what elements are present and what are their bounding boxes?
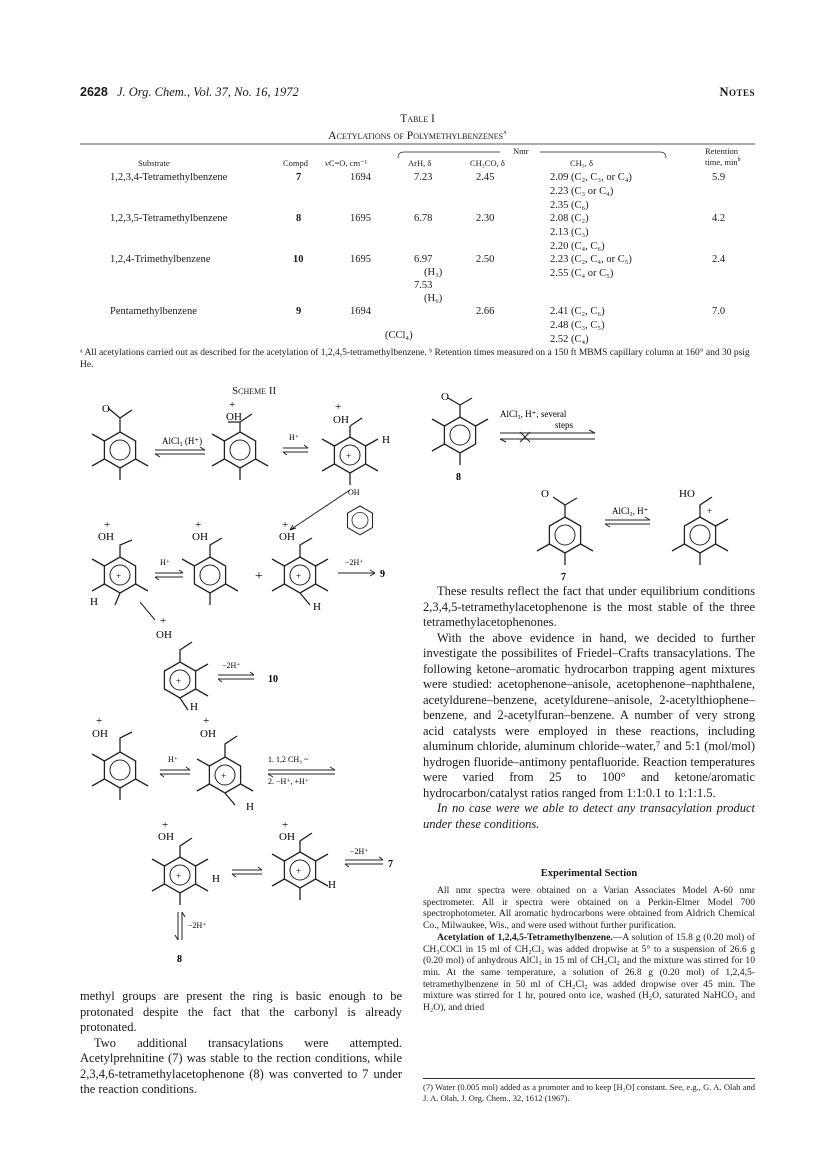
svg-text:AlCl₃, H⁺: AlCl₃, H⁺ bbox=[612, 506, 649, 516]
ch3-value: 2.23 (C₂, C₄, or C₅) bbox=[550, 254, 632, 265]
molecule-row2-b bbox=[182, 519, 238, 605]
header-nmr: Nmr bbox=[513, 146, 529, 156]
section-name: Notes bbox=[719, 85, 755, 99]
solvent-note: (CCl₄) bbox=[385, 330, 413, 341]
svg-text:OH: OH bbox=[279, 831, 295, 843]
arh-value: 7.23 bbox=[414, 172, 433, 183]
svg-text:H: H bbox=[246, 801, 254, 813]
header-ch3: CH₃, δ bbox=[570, 158, 594, 168]
svg-text:H: H bbox=[382, 434, 390, 446]
molecule-7 bbox=[537, 488, 593, 583]
svg-text:+: + bbox=[296, 866, 302, 876]
page-number: 2628 bbox=[80, 85, 108, 99]
molecule-8 bbox=[432, 391, 488, 483]
footnote-7: (7) Water (0.005 mol) added as a promoter and to keep [H₂O] constant. See, e.g., G. A. Olah and J. A. Olah, J. Org. Chem., 32, 1612 (1967). bbox=[423, 1078, 755, 1103]
svg-text:+: + bbox=[346, 451, 352, 461]
equilibrium-arrow bbox=[155, 447, 205, 457]
ch3-value: 2.41 (C₂, C₆) bbox=[550, 306, 605, 317]
molecule-row2-a bbox=[90, 519, 148, 608]
molecule-row2-c bbox=[272, 519, 328, 613]
svg-text:−2H⁺: −2H⁺ bbox=[188, 921, 207, 930]
svg-text:+: + bbox=[116, 571, 122, 581]
svg-text:+: + bbox=[176, 871, 182, 881]
molecule-row4-b bbox=[197, 715, 254, 813]
svg-text:+: + bbox=[221, 771, 227, 781]
header-compd: Compd bbox=[283, 158, 309, 168]
svg-text:OH: OH bbox=[192, 531, 208, 543]
ir-value: 1694 bbox=[350, 306, 371, 317]
arh-value: 7.53 bbox=[414, 280, 433, 291]
svg-text:steps: steps bbox=[555, 420, 573, 430]
ch3-value: 2.13 (C₃) bbox=[550, 227, 589, 238]
retention-value: 4.2 bbox=[712, 213, 726, 224]
arh-value: (H₃) bbox=[424, 267, 443, 278]
svg-text:OH: OH bbox=[92, 728, 108, 740]
ch3-value: 2.23 (C₃ or C₄) bbox=[550, 186, 614, 197]
svg-text:+: + bbox=[255, 569, 263, 584]
svg-text:8: 8 bbox=[456, 472, 461, 483]
molecule-row3 bbox=[156, 615, 208, 713]
header-retention-2: time, $\min^b$ bbox=[705, 157, 741, 167]
svg-text:10: 10 bbox=[268, 674, 278, 685]
header-arh: ArH, δ bbox=[408, 158, 432, 168]
left-column bbox=[80, 989, 402, 1098]
svg-text:+: + bbox=[160, 615, 167, 627]
svg-text:H: H bbox=[313, 601, 321, 613]
svg-text:1. 1,2 CH₃ ~: 1. 1,2 CH₃ ~ bbox=[268, 755, 309, 764]
paragraph: Acetylation of 1,2,4,5-Tetramethylbenzene.—A solution of 15.8 g (0.20 mol) of CH₃COCl in 15 ml of CH₂Cl₂ was added dropwise at 5° to a suspension of 26.6 g (0.20 mol) of anhydrous AlCl₃ in 15 ml of CH₂Cl₂ and the mixture was stirred for 10 min. At the same temperature, a solution of 26.8 g (0.20 mol) of 1,2,4,5-tetramethylbenzene in 50 ml of CH₂Cl₂ was added dropwise over 45 min. The mixture was stirred for 1 hr, poured onto ice, washed (H₂O, saturated NaHCO₃ and H₂O), and dried bbox=[423, 931, 755, 1014]
ch3co-value: 2.50 bbox=[476, 254, 495, 265]
header-ch3co: CH₃CO, δ bbox=[470, 158, 505, 168]
svg-text:9: 9 bbox=[380, 569, 385, 580]
table-footnote: ᵃ All acetylations carried out as described for the acetylation of 1,2,4,5-tetramethylbenzene. ᵇ Retention times measured on a 150 ft MBMS capillary column at 160° and 30 psig He. bbox=[80, 348, 750, 370]
compound-number: 8 bbox=[296, 213, 302, 224]
svg-text:+: + bbox=[104, 519, 111, 531]
svg-text:H⁺: H⁺ bbox=[160, 558, 170, 567]
svg-text:OH: OH bbox=[200, 728, 216, 740]
ch3-value: 2.55 (C₄ or C₅) bbox=[550, 268, 614, 279]
svg-text:O: O bbox=[541, 488, 549, 500]
arh-value: 6.97 bbox=[414, 254, 433, 265]
svg-text:HO: HO bbox=[679, 488, 695, 500]
experimental-text bbox=[423, 885, 755, 1014]
molecule-ketone bbox=[92, 403, 148, 480]
svg-text:+: + bbox=[296, 571, 302, 581]
svg-text:OH: OH bbox=[98, 531, 114, 543]
reagent-label: AlCl₃ (H⁺) bbox=[162, 436, 203, 446]
ch3-value: 2.20 (C₄, C₆) bbox=[550, 241, 605, 252]
table-label: Table I bbox=[400, 113, 435, 125]
ch3co-value: 2.45 bbox=[476, 172, 495, 183]
svg-text:8: 8 bbox=[177, 954, 182, 965]
svg-text:2. −H⁺, +H⁺: 2. −H⁺, +H⁺ bbox=[268, 777, 310, 786]
svg-text:+: + bbox=[229, 399, 236, 411]
compound-number: 10 bbox=[293, 254, 304, 265]
paragraph: With the above evidence in hand, we decided to further investigate the possibilites of Friedel–Crafts transacylations. The following ketone–aromatic hydrocarbon trapping agent mixtures were studied: acetophenone–anisole, acetophenone–naphthalene, acetyldurene–benzene, acetyldurene–anisole, 2-acetylthiophene–benzene, and 2-acetylfuran–benzene. A number of very strong acid catalysts were employed in these reactions, including aluminum chloride, aluminum chloride–water,⁷ and 5:1 (mol/mol) hydrogen fluoride–antimony pentafluoride. Reaction temperatures were varied from 25 to 100° and ketone/aromatic hydrocarbon/catalyst ratios ranged from 1:1:0.1 to 1:1:1.5. bbox=[423, 630, 755, 800]
svg-text:+: + bbox=[707, 506, 713, 516]
svg-text:+: + bbox=[203, 715, 210, 727]
svg-text:7: 7 bbox=[388, 859, 393, 870]
svg-text:O: O bbox=[102, 403, 110, 415]
paragraph: In no case were we able to detect any transacylation product under these conditions. bbox=[423, 801, 755, 831]
table-row: 1,2,4-Trimethylbenzene bbox=[110, 254, 211, 265]
molecule-7-protonated bbox=[672, 488, 728, 565]
right-column bbox=[423, 584, 755, 832]
compound-number: 9 bbox=[296, 306, 302, 317]
svg-text:OH: OH bbox=[158, 831, 174, 843]
svg-text:−2H⁺: −2H⁺ bbox=[350, 847, 369, 856]
table-row: 1,2,3,4-Tetramethylbenzene bbox=[110, 172, 228, 183]
retention-value: 7.0 bbox=[712, 306, 726, 317]
ch3-value: 2.52 (C₄) bbox=[550, 334, 589, 345]
svg-text:H: H bbox=[90, 596, 98, 608]
svg-text:+: + bbox=[335, 401, 342, 413]
svg-text:H: H bbox=[328, 879, 336, 891]
svg-text:OH: OH bbox=[226, 411, 242, 423]
molecule-row4-a bbox=[92, 715, 148, 800]
retention-value: 5.9 bbox=[712, 172, 726, 183]
molecule-row5-b bbox=[272, 819, 336, 900]
reagent-label: H⁺ bbox=[289, 433, 299, 442]
ir-value: 1695 bbox=[350, 254, 371, 265]
svg-text:H: H bbox=[212, 873, 220, 885]
ch3co-value: 2.66 bbox=[476, 306, 495, 317]
paragraph: methyl groups are present the ring is basic enough to be protonated despite the fact that the carbonyl is already protonated. bbox=[80, 989, 402, 1034]
svg-text:+: + bbox=[162, 819, 169, 831]
molecule-row5-a bbox=[152, 819, 220, 905]
svg-text:−2H⁺: −2H⁺ bbox=[345, 558, 364, 567]
svg-text:OH: OH bbox=[333, 414, 349, 426]
svg-text:7: 7 bbox=[561, 572, 566, 583]
table-title: Acetylations of Polymethylbenzenes$^a$ bbox=[328, 128, 507, 142]
paragraph: These results reflect the fact that under equilibrium conditions 2,3,4,5-tetramethylacetophenone is the most stable of the three tetramethylacetophenones. bbox=[423, 584, 755, 629]
svg-text:AlCl₃, H⁺, several: AlCl₃, H⁺, several bbox=[500, 409, 567, 419]
arh-value: 6.78 bbox=[414, 213, 433, 224]
svg-text:OH: OH bbox=[156, 629, 172, 641]
svg-text:+: + bbox=[282, 519, 289, 531]
molecule-protonated bbox=[212, 399, 268, 480]
retention-value: 2.4 bbox=[712, 254, 726, 265]
header-substrate: Substrate bbox=[138, 158, 170, 168]
svg-text:OH: OH bbox=[279, 531, 295, 543]
svg-text:−2H⁺: −2H⁺ bbox=[222, 661, 241, 670]
paragraph: All nmr spectra were obtained on a Varian Associates Model A-60 nmr spectrometer. All ir spectra were obtained on a Perkin-Elmer Model 700 spectrophotometer. All aromatic hydrocarbons were obtained from Aldrich Chemical Co., Milwaukee, Wis., and were used without further purification. bbox=[423, 885, 755, 932]
ch3-value: 2.48 (C₃, C₅) bbox=[550, 320, 605, 331]
section-heading: Experimental Section bbox=[540, 868, 638, 879]
svg-text:OH: OH bbox=[348, 488, 360, 497]
scheme-title: Scheme II bbox=[232, 385, 277, 397]
header-ir: νC=O, cm⁻¹ bbox=[325, 158, 368, 168]
paragraph: Two additional transacylations were attempted. Acetylprehnitine (7) was stable to the rection conditions, while 2,3,4,6-tetramethylacetophenone (8) was converted to 7 under the reaction conditions. bbox=[80, 1035, 402, 1096]
header-retention: Retention bbox=[705, 146, 739, 156]
ch3-value: 2.35 (C₆) bbox=[550, 200, 589, 211]
svg-text:+: + bbox=[195, 519, 202, 531]
table-row: Pentamethylbenzene bbox=[110, 306, 197, 317]
ir-value: 1695 bbox=[350, 213, 371, 224]
molecule-sigma-complex bbox=[322, 401, 390, 485]
svg-text:+: + bbox=[96, 715, 103, 727]
ir-value: 1694 bbox=[350, 172, 371, 183]
compound-number: 7 bbox=[296, 172, 302, 183]
journal-citation: J. Org. Chem., Vol. 37, No. 16, 1972 bbox=[116, 85, 299, 99]
svg-text:H: H bbox=[190, 701, 198, 713]
svg-text:O: O bbox=[441, 391, 449, 403]
molecule-diprotonated bbox=[348, 488, 373, 535]
ch3-value: 2.09 (C₂, C₃, or C₄) bbox=[550, 172, 632, 183]
arh-value: (H₆) bbox=[424, 293, 443, 304]
svg-text:+: + bbox=[176, 676, 182, 686]
svg-text:H⁺: H⁺ bbox=[168, 755, 178, 764]
ch3co-value: 2.30 bbox=[476, 213, 495, 224]
ch3-value: 2.08 (C₂) bbox=[550, 213, 589, 224]
svg-text:+: + bbox=[282, 819, 289, 831]
table-row: 1,2,3,5-Tetramethylbenzene bbox=[110, 213, 228, 224]
